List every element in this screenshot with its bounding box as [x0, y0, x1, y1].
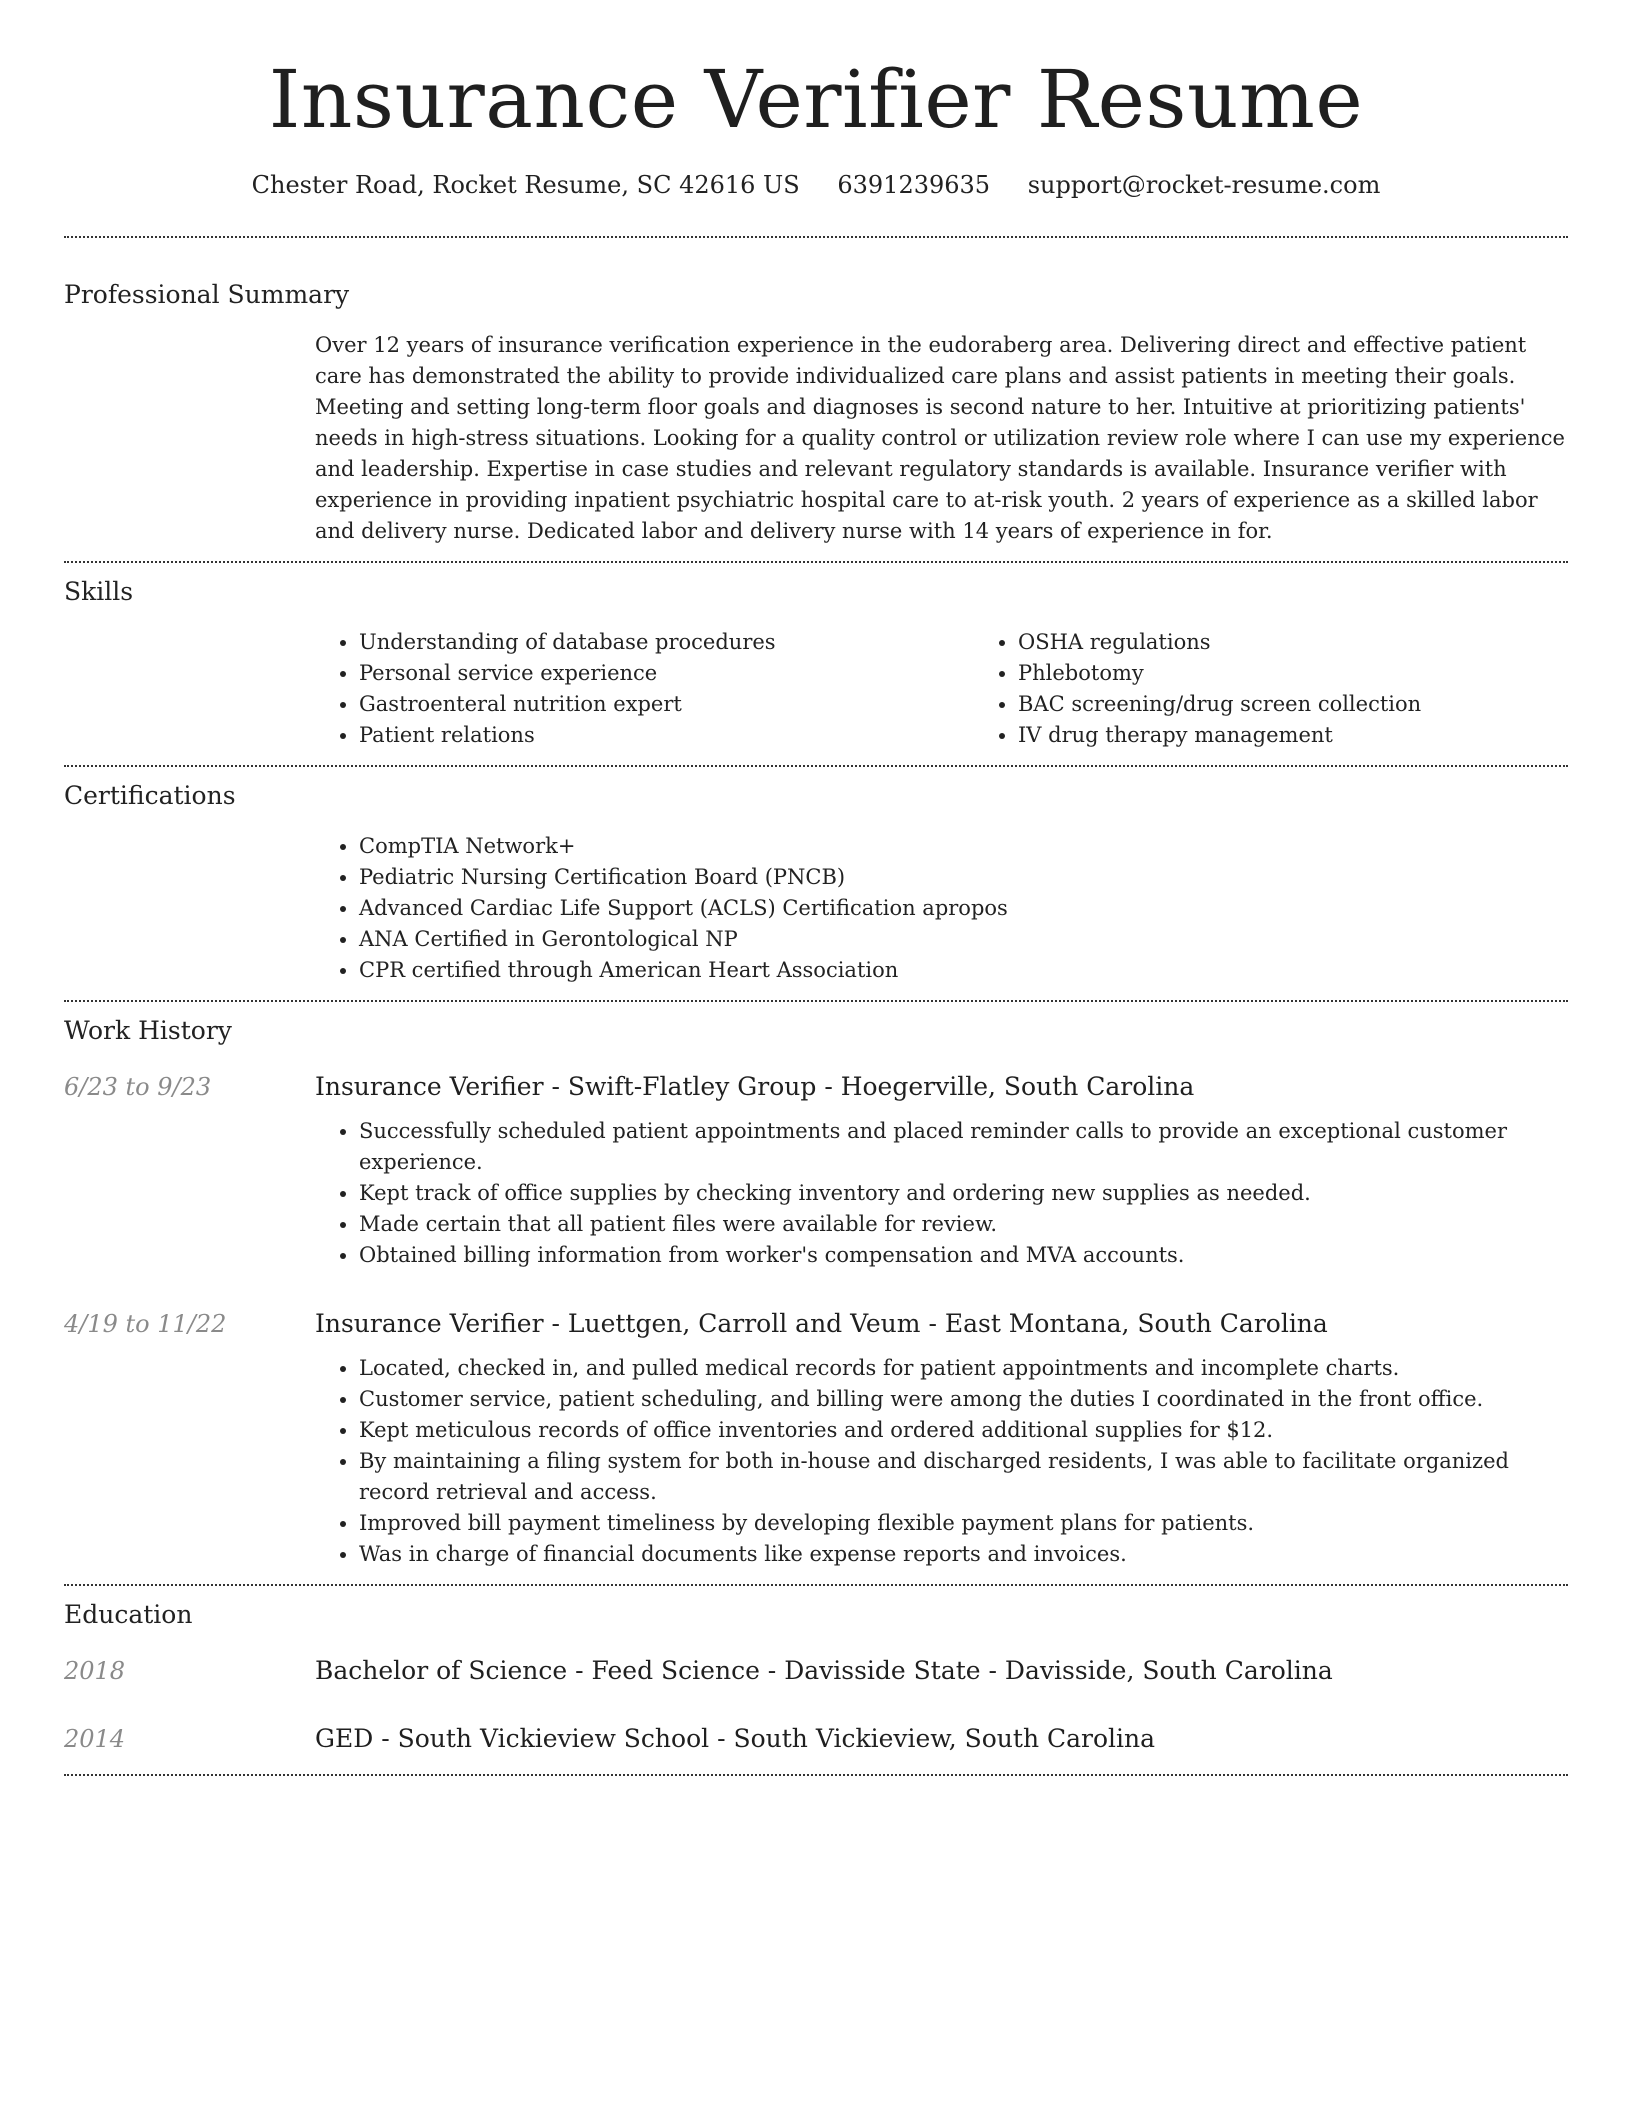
education-section: [64, 1586, 1568, 1774]
job-bullet: • Obtained billing information from worker's compensation and MVA accounts.: [359, 1240, 1568, 1271]
certifications-section: [64, 767, 1568, 1000]
job-bullets: [315, 1353, 1568, 1570]
skills-heading: Skills: [64, 577, 134, 606]
summary-text: Over 12 years of insurance verification experience in the eudoraberg area. Delivering direct and effective patient care has demonstrated the ability to provide individualized care plans and assist patients in meeting their goals. Meeting and setting long-term floor goals and diagnoses is second nature to her. Intuitive at prioritizing patients' needs in high-stress situations. Looking for a quality control or utilization review role where I can use my experience and leadership. Expertise in case studies and relevant regulatory standards is available. Insurance verifier with experience in providing inpatient psychiatric hospital care to at-risk youth. 2 years of experience as a skilled labor and delivery nurse. Dedicated labor and delivery nurse with 14 years of experience in for.: [315, 333, 1565, 543]
job-title: Insurance Verifier - Luettgen, Carroll and Veum - East Montana, South Carolina: [315, 1309, 1328, 1338]
skill-item: • IV drug therapy management: [1018, 720, 1632, 751]
education-year: 2018: [64, 1657, 126, 1685]
job-entry: [64, 1070, 1568, 1271]
skills-list-left: [315, 627, 974, 751]
job-bullet: • Located, checked in, and pulled medical records for patient appointments and incomplete charts.: [359, 1353, 1568, 1384]
job-bullet: • Customer service, patient scheduling, and billing were among the duties I coordinated in the front office.: [359, 1384, 1568, 1415]
education-title: GED - South Vickieview School - South Vickieview, South Carolina: [315, 1724, 1156, 1753]
contact-line: [64, 168, 1568, 202]
job-bullet: • Was in charge of financial documents like expense reports and invoices.: [359, 1539, 1568, 1570]
education-title: Bachelor of Science - Feed Science - Davisside State - Davisside, South Carolina: [315, 1656, 1333, 1685]
job-bullet: • Improved bill payment timeliness by developing flexible payment plans for patients.: [359, 1508, 1568, 1539]
job-bullets: [315, 1116, 1568, 1271]
contact-address: Chester Road, Rocket Resume, SC 42616 US: [251, 171, 800, 199]
certification-item: • ANA Certified in Gerontological NP: [359, 924, 1568, 955]
skill-item: • Patient relations: [359, 720, 974, 751]
certifications-heading: Certifications: [64, 781, 236, 810]
job-bullet: • Successfully scheduled patient appointments and placed reminder calls to provide an exceptional customer experience.: [359, 1116, 1568, 1178]
job-bullet: • Made certain that all patient files were available for review.: [359, 1209, 1568, 1240]
education-entry: [64, 1722, 1568, 1756]
work-history-section: [64, 1002, 1568, 1584]
skill-item: • Personal service experience: [359, 658, 974, 689]
skills-grid: [315, 627, 1632, 751]
job-dates: 4/19 to 11/22: [64, 1310, 227, 1338]
summary-left-spacer: [64, 330, 315, 547]
section-divider: [64, 1774, 1568, 1776]
certifications-list: [315, 831, 1568, 986]
skill-item: • Gastroenteral nutrition expert: [359, 689, 974, 720]
skill-item: • Phlebotomy: [1018, 658, 1632, 689]
job-title: Insurance Verifier - Swift-Flatley Group - Hoegerville, South Carolina: [315, 1072, 1195, 1101]
skills-left-spacer: [64, 627, 315, 751]
resume-title: Insurance Verifier Resume: [268, 53, 1364, 146]
job-bullet: • By maintaining a filing system for both in-house and discharged residents, I was able to facilitate organized record retrieval and access.: [359, 1446, 1568, 1508]
skills-list-right: [974, 627, 1632, 751]
skill-item: • Understanding of database procedures: [359, 627, 974, 658]
certification-item: • CPR certified through American Heart Association: [359, 955, 1568, 986]
education-year: 2014: [64, 1725, 126, 1753]
summary-section: [64, 238, 1568, 561]
contact-phone: 6391239635: [837, 171, 991, 199]
work-history-heading: Work History: [64, 1016, 232, 1045]
certification-item: • Pediatric Nursing Certification Board (PNCB): [359, 862, 1568, 893]
job-bullet: • Kept meticulous records of office inventories and ordered additional supplies for $12.: [359, 1415, 1568, 1446]
certifications-left-spacer: [64, 831, 315, 986]
skill-item: • OSHA regulations: [1018, 627, 1632, 658]
education-heading: Education: [64, 1600, 193, 1629]
contact-email: support@rocket-resume.com: [1027, 171, 1381, 199]
job-bullet: • Kept track of office supplies by checking inventory and ordering new supplies as needed.: [359, 1178, 1568, 1209]
job-entry: [64, 1307, 1568, 1570]
skill-item: • BAC screening/drug screen collection: [1018, 689, 1632, 720]
certification-item: • CompTIA Network+: [359, 831, 1568, 862]
education-entry: [64, 1654, 1568, 1688]
job-dates: 6/23 to 9/23: [64, 1073, 212, 1101]
skills-section: [64, 563, 1568, 765]
certification-item: • Advanced Cardiac Life Support (ACLS) Certification apropos: [359, 893, 1568, 924]
summary-heading: Professional Summary: [64, 280, 350, 309]
